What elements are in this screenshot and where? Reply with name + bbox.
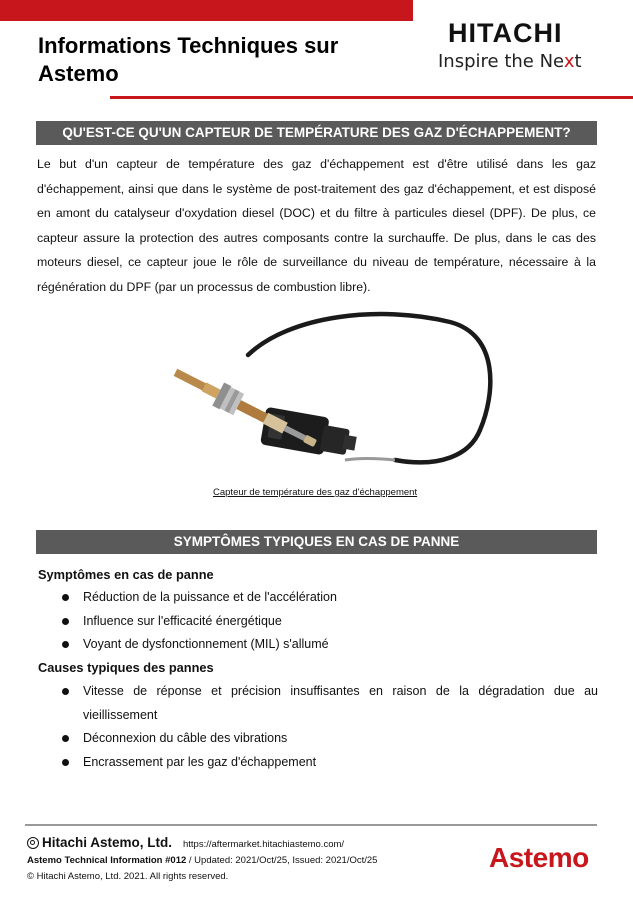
bullet-icon xyxy=(62,759,69,766)
symptoms-list xyxy=(62,586,598,657)
section-heading-what-is: QU'EST-CE QU'UN CAPTEUR DE TEMPÉRATURE DES GAZ D'ÉCHAPPEMENT? xyxy=(36,121,597,145)
bullet-icon xyxy=(62,688,69,695)
bullet-icon xyxy=(62,594,69,601)
section-heading-symptoms: SYMPTÔMES TYPIQUES EN CAS DE PANNE xyxy=(36,530,597,554)
footer-url-link[interactable]: https://aftermarket.hitachiastemo.com/ xyxy=(183,839,345,850)
list-item: Déconnexion du câble des vibrations xyxy=(62,727,598,751)
list-item: Réduction de la puissance et de l'accélération xyxy=(62,586,598,610)
header-divider xyxy=(110,96,633,99)
sensor-photo xyxy=(140,300,500,485)
hitachi-logo: HITACHI xyxy=(448,18,563,48)
footer-divider xyxy=(25,824,597,826)
footer-copyright: © Hitachi Astemo, Ltd. 2021. All rights reserved. xyxy=(27,871,229,882)
list-item: Encrassement par les gaz d'échappement xyxy=(62,751,598,775)
bullet-icon xyxy=(62,618,69,625)
astemo-logo: Astemo xyxy=(489,842,589,873)
list-item: Influence sur l'efficacité énergétique xyxy=(62,610,598,634)
hitachi-tagline: Inspire the Next xyxy=(438,51,582,72)
list-item: Voyant de dysfonctionnement (MIL) s'allumé xyxy=(62,633,598,657)
bullet-icon xyxy=(62,641,69,648)
photo-caption: Capteur de température des gaz d'échappement xyxy=(213,487,418,498)
footer-company: Hitachi Astemo, Ltd. xyxy=(27,835,172,850)
page-title: Informations Techniques sur Astemo xyxy=(38,33,339,86)
causes-list xyxy=(62,680,598,774)
bullet-icon xyxy=(62,735,69,742)
causes-title: Causes typiques des pannes xyxy=(38,660,214,675)
top-accent-bar xyxy=(0,0,413,21)
symptoms-title: Symptômes en cas de panne xyxy=(38,567,214,582)
list-item: Vitesse de réponse et précision insuffisantes en raison de la dégradation due au vieillissement xyxy=(62,680,598,727)
description-paragraph: Le but d'un capteur de température des gaz d'échappement est d'être utilisé dans les gaz d'échappement, ainsi que dans le système de post-traitement des gaz d'échappement, et est disposé en amont du catalyseur d'oxydation diesel (DOC) et du filtre à particules diesel (DPF). De plus, ce capteur assure la protection des autres composants contre la surchauffe. De plus, dans le cas des moteurs diesel, ce capteur joue le rôle de surveillance du niveau de température, nécessaire à la régénération du DPF (par un processus de combustion libre). xyxy=(37,157,596,294)
hitachi-seal-icon xyxy=(27,837,39,849)
footer-document-info: Astemo Technical Information #012 / Updated: 2021/Oct/25, Issued: 2021/Oct/25 xyxy=(27,855,378,866)
